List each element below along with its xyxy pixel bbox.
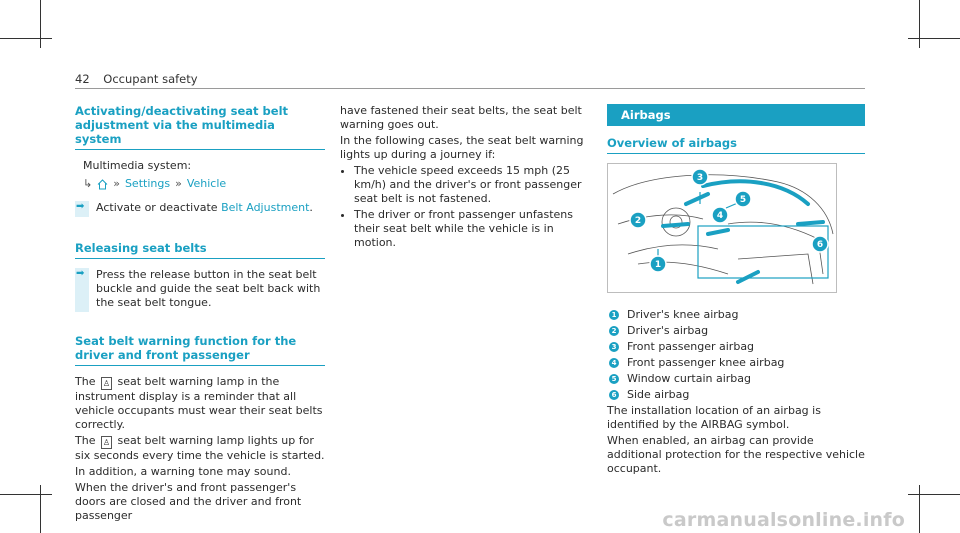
- step-bar: [75, 201, 89, 217]
- crop-mark: [0, 38, 52, 39]
- step-arrow-icon: ➡: [76, 268, 85, 279]
- column-right: [607, 104, 865, 478]
- legend-item: [607, 388, 865, 402]
- crop-mark: [40, 485, 41, 533]
- legend-label: Window curtain airbag: [627, 372, 752, 385]
- paragraph: have fastened their seat belts, the seat belt warning goes out.: [340, 104, 582, 131]
- svg-text:1: 1: [654, 260, 662, 270]
- bullet-list: [340, 164, 590, 250]
- legend-number-badge: 4: [609, 358, 619, 368]
- legend-item: [607, 356, 865, 370]
- legend-number-badge: 2: [609, 326, 619, 336]
- home-icon[interactable]: [97, 179, 108, 190]
- legend-label: Driver's knee airbag: [627, 308, 739, 321]
- column-left: [75, 104, 325, 525]
- legend-item: [607, 324, 865, 338]
- legend-label: Driver's airbag: [627, 324, 709, 337]
- column-middle: [340, 104, 590, 252]
- menu-item-settings[interactable]: Settings: [124, 177, 171, 190]
- airbag-legend: [607, 308, 865, 402]
- legend-item: [607, 308, 865, 322]
- instruction-step: [75, 268, 325, 312]
- paragraph: In the following cases, the seat belt warning lights up during a journey if:: [340, 134, 584, 161]
- page-header: [75, 72, 198, 86]
- step-bar: [75, 268, 89, 312]
- crop-mark: [919, 485, 920, 533]
- svg-text:2: 2: [634, 216, 642, 226]
- svg-text:6: 6: [816, 240, 824, 250]
- seat-belt-warning-icon: ♙: [102, 379, 111, 388]
- paragraph: When the driver's and front passenger's doors are closed and the driver and front passenger: [75, 481, 302, 522]
- system-label: Multimedia system:: [83, 159, 192, 172]
- heading-divider: [75, 258, 325, 259]
- paragraph: The installation location of an airbag is identified by the AIRBAG symbol.: [607, 404, 821, 431]
- heading-seat-belt-warning: Seat belt warning function for the driver and front passenger: [75, 334, 297, 362]
- menu-path: [83, 177, 325, 191]
- svg-text:4: 4: [716, 211, 724, 221]
- legend-item: [607, 372, 865, 386]
- header-divider: [75, 88, 865, 89]
- heading-releasing-seat-belts: Releasing seat belts: [75, 241, 207, 255]
- step-text-end: .: [309, 201, 313, 214]
- svg-text:5: 5: [739, 195, 747, 205]
- legend-label: Front passenger airbag: [627, 340, 755, 353]
- paragraph: [75, 375, 325, 432]
- section-banner: Airbags: [607, 104, 865, 126]
- step-arrow-icon: ➡: [76, 201, 85, 212]
- list-item: • The vehicle speed exceeds 15 mph (25 km/h) and the driver's or front passenger seat belt is not fastened.: [354, 164, 590, 206]
- legend-number-badge: 5: [609, 374, 619, 384]
- watermark: carmanualsonline.info: [662, 509, 905, 531]
- crop-mark: [908, 494, 960, 495]
- menu-item-vehicle[interactable]: Vehicle: [186, 177, 227, 190]
- paragraph-text: seat belt warning lamp in the instrument display is a reminder that all vehicle occupants must wear their seat belts correctly.: [75, 375, 323, 431]
- step-text: Press the release button in the seat belt buckle and guide the seat belt back with the seat belt tongue.: [96, 268, 321, 309]
- paragraph-text: The: [75, 375, 96, 388]
- legend-item: [607, 340, 865, 354]
- paragraph: [75, 434, 325, 463]
- heading-airbag-overview: Overview of airbags: [607, 136, 737, 150]
- section-name: Occupant safety: [103, 72, 198, 86]
- page-number: 42: [75, 72, 90, 86]
- svg-text:3: 3: [696, 173, 704, 183]
- heading-divider: [75, 365, 325, 366]
- legend-number-badge: 1: [609, 310, 619, 320]
- crop-mark: [40, 0, 41, 48]
- heading-belt-adjustment: Activating/deactivating seat belt adjustment via the multimedia system: [75, 104, 289, 146]
- paragraph-text: The: [75, 434, 96, 447]
- legend-number-badge: 3: [609, 342, 619, 352]
- paragraph: When enabled, an airbag can provide additional protection for the respective vehicle occupant.: [607, 434, 865, 475]
- paragraph: In addition, a warning tone may sound.: [75, 465, 291, 478]
- legend-number-badge: 6: [609, 390, 619, 400]
- heading-divider: [75, 149, 325, 150]
- step-text: Activate or deactivate: [96, 201, 222, 214]
- heading-divider: [607, 153, 865, 154]
- airbag-illustration: [607, 163, 837, 293]
- legend-label: Front passenger knee airbag: [627, 356, 785, 369]
- paragraph-text: seat belt warning lamp lights up for six seconds every time the vehicle is started.: [75, 434, 325, 462]
- crop-mark: [908, 38, 960, 39]
- crop-mark: [0, 494, 52, 495]
- belt-adjustment-link[interactable]: Belt Adjustment: [221, 201, 310, 214]
- list-item: • The driver or front passenger unfastens their seat belt while the vehicle is in motion.: [354, 208, 590, 250]
- seat-belt-warning-icon: ♙: [102, 438, 111, 447]
- chevron-right-icon: »: [175, 177, 182, 190]
- instruction-step: [75, 201, 325, 217]
- chevron-right-icon: »: [113, 177, 120, 190]
- crop-mark: [919, 0, 920, 48]
- vehicle-interior-drawing: [608, 164, 836, 292]
- legend-label: Side airbag: [627, 388, 690, 401]
- arrow-return-icon: ↳: [83, 177, 93, 190]
